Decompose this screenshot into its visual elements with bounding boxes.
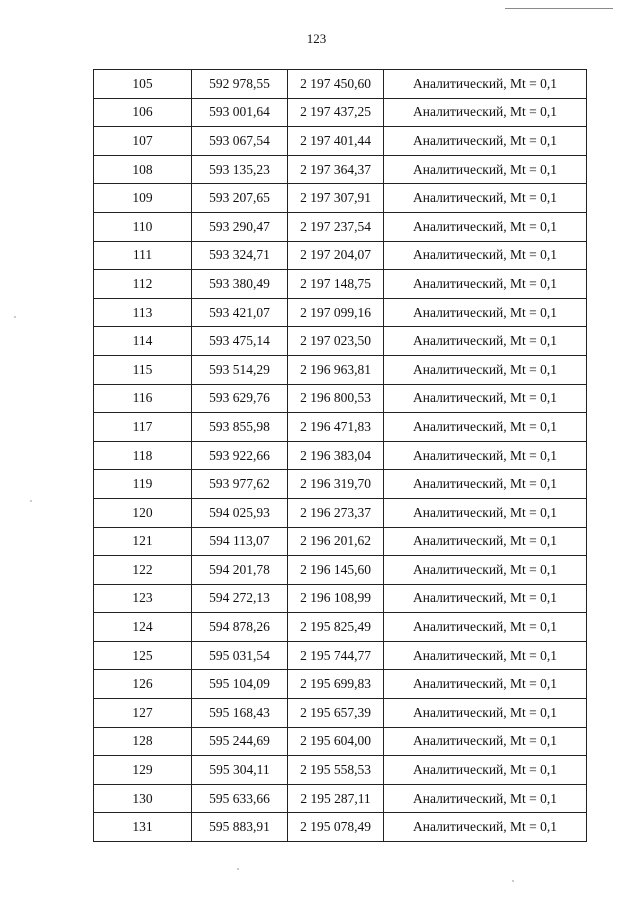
y-coordinate-cell: 2 196 201,62 xyxy=(288,527,384,556)
x-coordinate-cell: 593 922,66 xyxy=(192,441,288,470)
point-number-cell: 119 xyxy=(94,470,192,499)
y-coordinate-cell: 2 196 319,70 xyxy=(288,470,384,499)
x-coordinate-cell: 594 025,93 xyxy=(192,498,288,527)
x-coordinate-cell: 595 104,09 xyxy=(192,670,288,699)
point-number-cell: 106 xyxy=(94,98,192,127)
method-cell: Аналитический, Mt = 0,1 xyxy=(384,155,587,184)
table-row xyxy=(94,670,587,699)
method-cell: Аналитический, Mt = 0,1 xyxy=(384,355,587,384)
table-row xyxy=(94,241,587,270)
method-cell: Аналитический, Mt = 0,1 xyxy=(384,384,587,413)
x-coordinate-cell: 595 244,69 xyxy=(192,727,288,756)
table-row xyxy=(94,355,587,384)
table-row xyxy=(94,470,587,499)
point-number-cell: 127 xyxy=(94,699,192,728)
table-row xyxy=(94,384,587,413)
y-coordinate-cell: 2 196 963,81 xyxy=(288,355,384,384)
y-coordinate-cell: 2 195 699,83 xyxy=(288,670,384,699)
table-row xyxy=(94,413,587,442)
point-number-cell: 110 xyxy=(94,212,192,241)
point-number-cell: 125 xyxy=(94,641,192,670)
x-coordinate-cell: 594 113,07 xyxy=(192,527,288,556)
y-coordinate-cell: 2 197 437,25 xyxy=(288,98,384,127)
point-number-cell: 109 xyxy=(94,184,192,213)
x-coordinate-cell: 593 629,76 xyxy=(192,384,288,413)
table-row xyxy=(94,613,587,642)
method-cell: Аналитический, Mt = 0,1 xyxy=(384,184,587,213)
method-cell: Аналитический, Mt = 0,1 xyxy=(384,670,587,699)
point-number-cell: 121 xyxy=(94,527,192,556)
table-row xyxy=(94,699,587,728)
x-coordinate-cell: 593 067,54 xyxy=(192,127,288,156)
point-number-cell: 124 xyxy=(94,613,192,642)
table-row xyxy=(94,813,587,842)
x-coordinate-cell: 593 135,23 xyxy=(192,155,288,184)
point-number-cell: 117 xyxy=(94,413,192,442)
x-coordinate-cell: 593 421,07 xyxy=(192,298,288,327)
method-cell: Аналитический, Mt = 0,1 xyxy=(384,556,587,585)
table-row xyxy=(94,127,587,156)
x-coordinate-cell: 593 001,64 xyxy=(192,98,288,127)
method-cell: Аналитический, Mt = 0,1 xyxy=(384,441,587,470)
point-number-cell: 116 xyxy=(94,384,192,413)
x-coordinate-cell: 593 514,29 xyxy=(192,355,288,384)
y-coordinate-cell: 2 195 558,53 xyxy=(288,756,384,785)
scan-speck xyxy=(512,880,514,882)
y-coordinate-cell: 2 195 825,49 xyxy=(288,613,384,642)
table-row xyxy=(94,98,587,127)
method-cell: Аналитический, Mt = 0,1 xyxy=(384,241,587,270)
method-cell: Аналитический, Mt = 0,1 xyxy=(384,756,587,785)
y-coordinate-cell: 2 195 604,00 xyxy=(288,727,384,756)
x-coordinate-cell: 593 290,47 xyxy=(192,212,288,241)
table-row xyxy=(94,70,587,99)
y-coordinate-cell: 2 195 657,39 xyxy=(288,699,384,728)
point-number-cell: 128 xyxy=(94,727,192,756)
method-cell: Аналитический, Mt = 0,1 xyxy=(384,727,587,756)
point-number-cell: 126 xyxy=(94,670,192,699)
table-row xyxy=(94,298,587,327)
y-coordinate-cell: 2 195 744,77 xyxy=(288,641,384,670)
y-coordinate-cell: 2 197 204,07 xyxy=(288,241,384,270)
point-number-cell: 115 xyxy=(94,355,192,384)
x-coordinate-cell: 593 475,14 xyxy=(192,327,288,356)
method-cell: Аналитический, Mt = 0,1 xyxy=(384,584,587,613)
point-number-cell: 118 xyxy=(94,441,192,470)
method-cell: Аналитический, Mt = 0,1 xyxy=(384,699,587,728)
point-number-cell: 120 xyxy=(94,498,192,527)
scan-speck xyxy=(30,500,32,502)
point-number-cell: 129 xyxy=(94,756,192,785)
y-coordinate-cell: 2 196 145,60 xyxy=(288,556,384,585)
point-number-cell: 107 xyxy=(94,127,192,156)
method-cell: Аналитический, Mt = 0,1 xyxy=(384,641,587,670)
method-cell: Аналитический, Mt = 0,1 xyxy=(384,784,587,813)
table-row xyxy=(94,270,587,299)
x-coordinate-cell: 593 380,49 xyxy=(192,270,288,299)
x-coordinate-cell: 592 978,55 xyxy=(192,70,288,99)
table-row xyxy=(94,527,587,556)
table-row xyxy=(94,727,587,756)
table-row xyxy=(94,184,587,213)
x-coordinate-cell: 593 324,71 xyxy=(192,241,288,270)
y-coordinate-cell: 2 197 237,54 xyxy=(288,212,384,241)
y-coordinate-cell: 2 197 450,60 xyxy=(288,70,384,99)
x-coordinate-cell: 593 207,65 xyxy=(192,184,288,213)
table-row xyxy=(94,212,587,241)
table-row xyxy=(94,756,587,785)
point-number-cell: 108 xyxy=(94,155,192,184)
y-coordinate-cell: 2 197 401,44 xyxy=(288,127,384,156)
y-coordinate-cell: 2 197 023,50 xyxy=(288,327,384,356)
method-cell: Аналитический, Mt = 0,1 xyxy=(384,327,587,356)
method-cell: Аналитический, Mt = 0,1 xyxy=(384,613,587,642)
y-coordinate-cell: 2 195 078,49 xyxy=(288,813,384,842)
method-cell: Аналитический, Mt = 0,1 xyxy=(384,127,587,156)
coordinates-table xyxy=(93,69,587,842)
point-number-cell: 112 xyxy=(94,270,192,299)
x-coordinate-cell: 595 883,91 xyxy=(192,813,288,842)
x-coordinate-cell: 593 855,98 xyxy=(192,413,288,442)
method-cell: Аналитический, Mt = 0,1 xyxy=(384,470,587,499)
y-coordinate-cell: 2 196 471,83 xyxy=(288,413,384,442)
x-coordinate-cell: 593 977,62 xyxy=(192,470,288,499)
method-cell: Аналитический, Mt = 0,1 xyxy=(384,298,587,327)
table-row xyxy=(94,441,587,470)
y-coordinate-cell: 2 196 800,53 xyxy=(288,384,384,413)
x-coordinate-cell: 595 633,66 xyxy=(192,784,288,813)
method-cell: Аналитический, Mt = 0,1 xyxy=(384,212,587,241)
y-coordinate-cell: 2 196 273,37 xyxy=(288,498,384,527)
y-coordinate-cell: 2 197 364,37 xyxy=(288,155,384,184)
x-coordinate-cell: 595 168,43 xyxy=(192,699,288,728)
method-cell: Аналитический, Mt = 0,1 xyxy=(384,413,587,442)
method-cell: Аналитический, Mt = 0,1 xyxy=(384,98,587,127)
coordinates-table-body xyxy=(94,70,587,842)
method-cell: Аналитический, Mt = 0,1 xyxy=(384,527,587,556)
y-coordinate-cell: 2 197 099,16 xyxy=(288,298,384,327)
scan-speck xyxy=(237,868,239,870)
table-row xyxy=(94,584,587,613)
header-rule xyxy=(505,8,613,9)
x-coordinate-cell: 595 031,54 xyxy=(192,641,288,670)
y-coordinate-cell: 2 197 148,75 xyxy=(288,270,384,299)
point-number-cell: 123 xyxy=(94,584,192,613)
point-number-cell: 111 xyxy=(94,241,192,270)
point-number-cell: 114 xyxy=(94,327,192,356)
method-cell: Аналитический, Mt = 0,1 xyxy=(384,270,587,299)
point-number-cell: 113 xyxy=(94,298,192,327)
point-number-cell: 122 xyxy=(94,556,192,585)
x-coordinate-cell: 594 201,78 xyxy=(192,556,288,585)
y-coordinate-cell: 2 196 108,99 xyxy=(288,584,384,613)
scan-speck xyxy=(14,316,16,318)
method-cell: Аналитический, Mt = 0,1 xyxy=(384,70,587,99)
method-cell: Аналитический, Mt = 0,1 xyxy=(384,813,587,842)
table-row xyxy=(94,641,587,670)
table-row xyxy=(94,556,587,585)
page-number: 123 xyxy=(306,31,327,46)
table-row xyxy=(94,327,587,356)
table-row xyxy=(94,155,587,184)
y-coordinate-cell: 2 196 383,04 xyxy=(288,441,384,470)
table-row xyxy=(94,498,587,527)
x-coordinate-cell: 594 272,13 xyxy=(192,584,288,613)
point-number-cell: 131 xyxy=(94,813,192,842)
table-row xyxy=(94,784,587,813)
point-number-cell: 130 xyxy=(94,784,192,813)
y-coordinate-cell: 2 195 287,11 xyxy=(288,784,384,813)
method-cell: Аналитический, Mt = 0,1 xyxy=(384,498,587,527)
x-coordinate-cell: 594 878,26 xyxy=(192,613,288,642)
point-number-cell: 105 xyxy=(94,70,192,99)
x-coordinate-cell: 595 304,11 xyxy=(192,756,288,785)
y-coordinate-cell: 2 197 307,91 xyxy=(288,184,384,213)
